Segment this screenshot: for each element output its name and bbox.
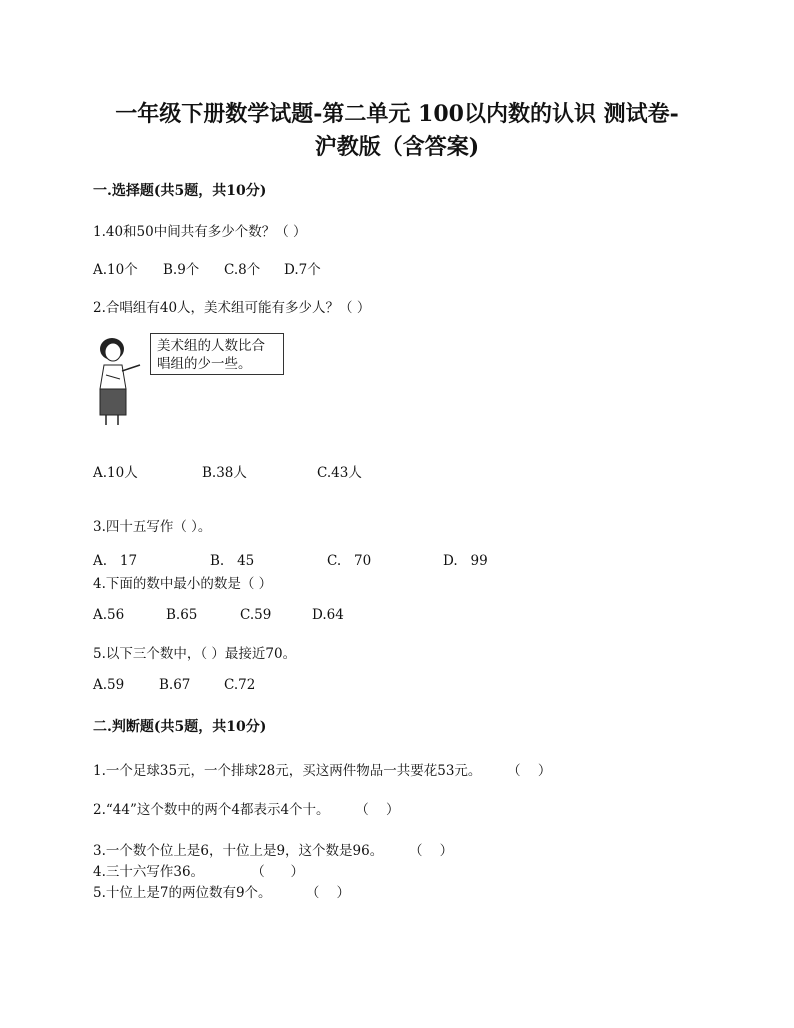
page-title-line1: 一年级下册数学试题-第二单元 100以内数的认识 测试卷- bbox=[115, 101, 679, 127]
speech-bubble bbox=[150, 333, 284, 375]
q2-option-c: C.43人 bbox=[317, 465, 362, 481]
q4-option-a: A.56 bbox=[93, 607, 125, 623]
question-3: 3.四十五写作（ ）。 bbox=[93, 519, 212, 535]
q1-option-c: C.8个 bbox=[224, 262, 261, 278]
q3-option-a: A. 17 bbox=[93, 553, 138, 569]
bubble-line-1: 美术组的人数比合 bbox=[157, 338, 265, 354]
judge-question-4: 4.三十六写作36。 （ ） bbox=[93, 864, 305, 880]
q2-option-b: B.38人 bbox=[202, 465, 247, 481]
q1-option-a: A.10个 bbox=[93, 262, 138, 278]
section-heading-choice: 一.选择题(共5题，共10分) bbox=[93, 183, 267, 199]
q5-option-b: B.67 bbox=[159, 677, 191, 693]
q3-option-c: C. 70 bbox=[327, 553, 372, 569]
q4-option-d: D.64 bbox=[312, 607, 344, 623]
q1-option-d: D.7个 bbox=[284, 262, 321, 278]
judge-question-5: 5.十位上是7的两位数有9个。 （ ） bbox=[93, 885, 351, 901]
judge-question-3: 3.一个数个位上是6，十位上是9，这个数是96。 （ ） bbox=[93, 843, 454, 859]
judge-question-2: 2.“44”这个数中的两个4都表示4个十。 （ ） bbox=[93, 802, 400, 818]
q3-option-b: B. 45 bbox=[210, 553, 255, 569]
teacher-illustration bbox=[92, 335, 152, 427]
q5-option-c: C.72 bbox=[224, 677, 256, 693]
question-2: 2.合唱组有40人，美术组可能有多少人？（ ） bbox=[93, 300, 371, 316]
section-heading-judge: 二.判断题(共5题，共10分) bbox=[93, 719, 267, 735]
q4-option-c: C.59 bbox=[240, 607, 272, 623]
q2-option-a: A.10人 bbox=[93, 465, 138, 481]
q3-option-d: D. 99 bbox=[443, 553, 488, 569]
q1-option-b: B.9个 bbox=[163, 262, 200, 278]
question-1: 1.40和50中间共有多少个数？（ ） bbox=[93, 224, 307, 240]
q5-option-a: A.59 bbox=[93, 677, 125, 693]
judge-question-1: 1.一个足球35元，一个排球28元，买这两件物品一共要花53元。 （ ） bbox=[93, 763, 552, 779]
q4-option-b: B.65 bbox=[166, 607, 198, 623]
question-4: 4.下面的数中最小的数是（ ） bbox=[93, 576, 273, 592]
bubble-line-2: 唱组的少一些。 bbox=[157, 356, 252, 372]
page-title-line2: 沪教版（含答案) bbox=[314, 134, 480, 160]
question-5: 5.以下三个数中，（ ）最接近70。 bbox=[93, 646, 297, 662]
